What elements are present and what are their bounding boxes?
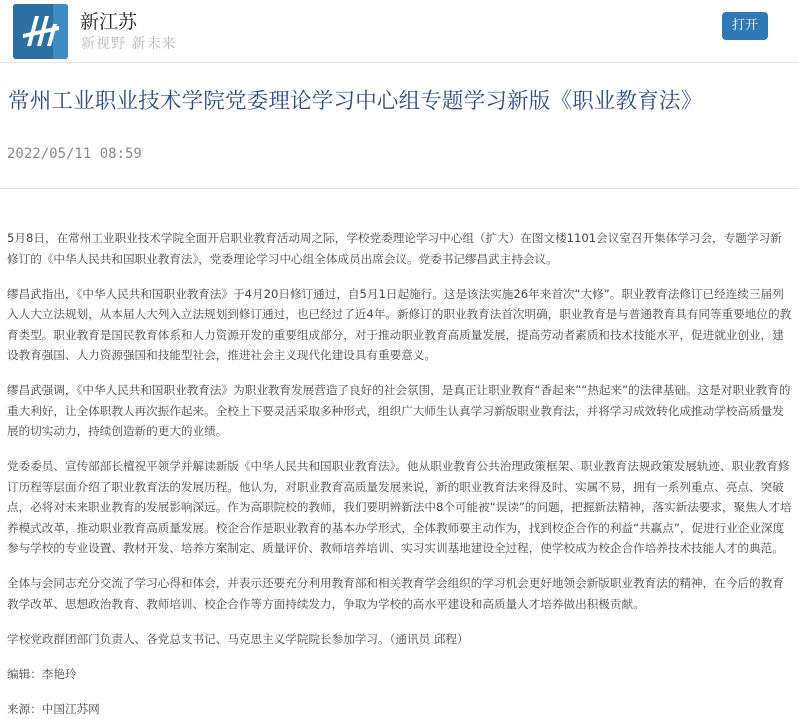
article-paragraph: 学校党政群团部门负责人、各党总支书记、马克思主义学院院长参加学习。（通讯员 邱程） (7, 629, 793, 650)
article-paragraph: 全体与会同志充分交流了学习心得和体会，并表示还要充分利用教育部和相关教育学会组织的学习机会更好地领会新版职业教育法的精神，在今后的教育教学改革、思想政治教育、教师培训、校企合作等方面持续发力，争取为学校的高水平建设和高质量人才培养做出积极贡献。 (7, 573, 793, 614)
article-timestamp: 2022/05/11 08:59 (7, 146, 142, 162)
app-header (0, 0, 799, 63)
source-line: 来源：中国江苏网 (7, 699, 793, 719)
app-name: 新江苏 (80, 7, 137, 34)
app-logo-icon (13, 4, 68, 59)
editor-line: 编辑：李艳玲 (7, 664, 793, 685)
open-app-button[interactable]: 打开 (722, 12, 768, 40)
divider (0, 188, 799, 189)
app-slogan: 新视野 新未来 (81, 33, 176, 53)
article-paragraph: 缪昌武指出，《中华人民共和国职业教育法》于4月20日修订通过，自5月1日起施行。这是该法实施26年来首次“大修”。职业教育法修订已经连续三届列入人大立法规划，从本届人大列入立法规划到修订通过，也已经过了近4年。新修订的职业教育法首次明确，职业教育是与普通教育具有同等重要地位的教育类型。职业教育是国民教育体系和人力资源开发的重要组成部分，对于推动职业教育高质量发展，提高劳动者素质和技术技能水平，促进就业创业，建设教育强国、人力资源强国和技能型社会，推进社会主义现代化建设具有重要意义。 (7, 284, 793, 366)
article-title: 常州工业职业技术学院党委理论学习中心组专题学习新版《职业教育法》 (8, 84, 793, 115)
article-paragraph: 缪昌武强调，《中华人民共和国职业教育法》为职业教育发展营造了良好的社会氛围，是真正让职业教育“香起来”“热起来”的法律基础。这是对职业教育的重大利好，让全体职教人再次振作起来。全校上下要灵活采取多种形式，组织广大师生认真学习新版职业教育法，并将学习成效转化成推动学校高质量发展的切实动力，持续创造新的更大的业绩。 (7, 380, 793, 442)
article-body (7, 228, 793, 719)
article-paragraph: 5月8日，在常州工业职业技术学院全面开启职业教育活动周之际，学校党委理论学习中心组（扩大）在图文楼1101会议室召开集体学习会，专题学习新修订的《中华人民共和国职业教育法》，党委理论学习中心组全体成员出席会议。党委书记缪昌武主持会议。 (7, 228, 793, 269)
article-paragraph: 党委委员、宣传部部长檀祝平领学并解读新版《中华人民共和国职业教育法》。他从职业教育公共治理政策框架、职业教育法规政策发展轨迹、职业教育修订历程等层面介绍了职业教育法的发展历程。他认为，对职业教育高质量发展来说，新的职业教育法来得及时、实属不易，拥有一系列重点、亮点、突破点，必将对未来职业教育的发展影响深远。作为高职院校的教师，我们要明辨新法中8个可能被“误读”的问题，把握新法精神，落实新法要求，聚焦人才培养模式改革，推动职业教育高质量发展。校企合作是职业教育的基本办学形式，全体教师要主动作为，找到校企合作的利益“共赢点”，促进行业企业深度参与学校的专业设置、教材开发、培养方案制定、质量评价、教师培养培训、实习实训基地建设全过程，使学校成为校企合作培养技术技能人才的典范。 (7, 456, 793, 559)
